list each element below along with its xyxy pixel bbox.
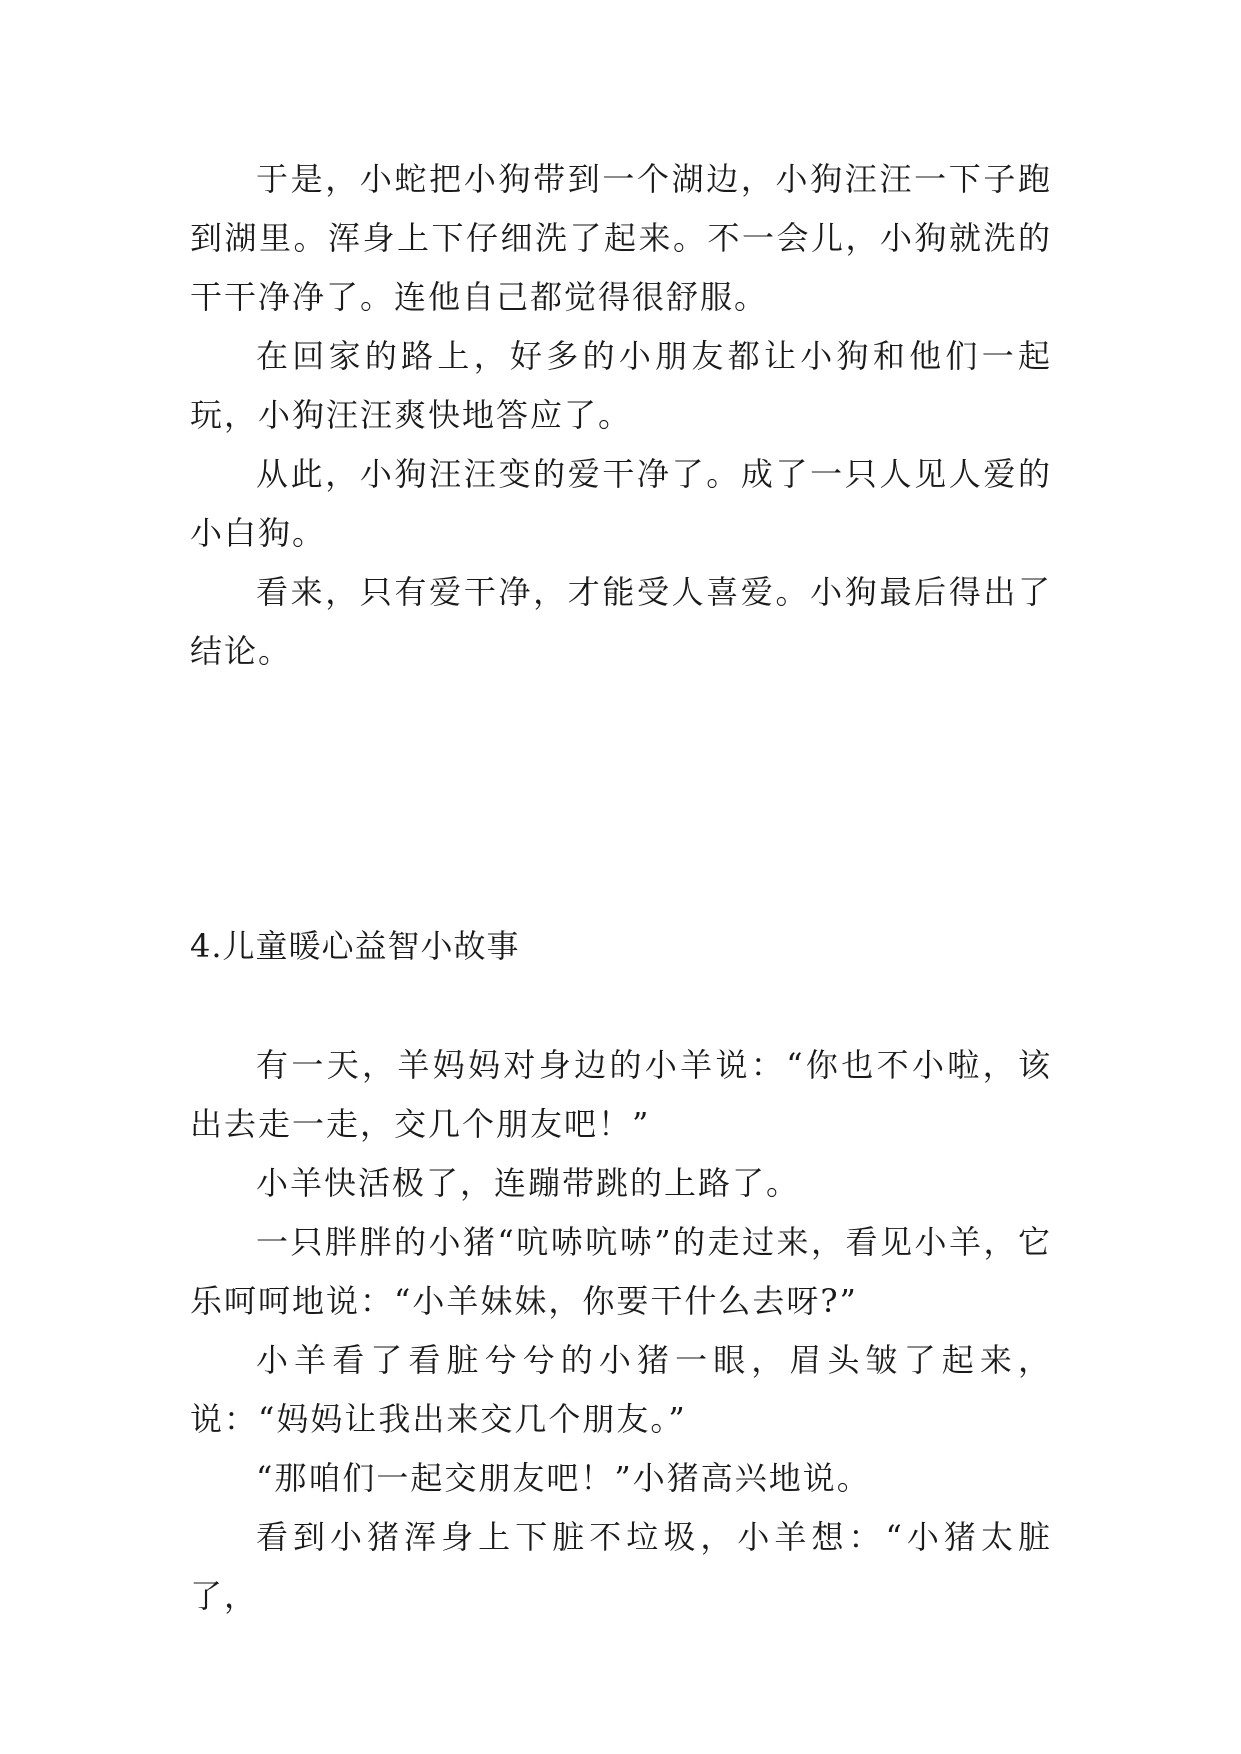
paragraph: 在回家的路上，好多的小朋友都让小狗和他们一起玩，小狗汪汪爽快地答应了。 [190,337,1052,434]
paragraph: 于是，小蛇把小狗带到一个湖边，小狗汪汪一下子跑到湖里。浑身上下仔细洗了起来。不一会儿，小狗就洗的干干净净了。连他自己都觉得很舒服。 [190,160,1052,316]
paragraph: 看到小猪浑身上下脏不垃圾，小羊想：“小猪太脏了， [190,1518,1052,1615]
paragraph: 从此，小狗汪汪变的爱干净了。成了一只人见人爱的小白狗。 [190,455,1052,552]
story-heading: 4.儿童暖心益智小故事 [190,927,520,965]
paragraph: 一只胖胖的小猪“吭哧吭哧”的走过来，看见小羊，它乐呵呵地说：“小羊妹妹，你要干什么去呀?” [190,1223,1052,1320]
paragraph: 小羊看了看脏兮兮的小猪一眼，眉头皱了起来，说：“妈妈让我出来交几个朋友。” [190,1341,1052,1438]
paragraph: 小羊快活极了，连蹦带跳的上路了。 [256,1164,801,1202]
story-section-continued [190,150,1052,681]
story-section [190,1036,1052,1626]
paragraph: “那咱们一起交朋友吧！”小猪高兴地说。 [256,1459,871,1497]
paragraph: 有一天，羊妈妈对身边的小羊说：“你也不小啦，该出去走一走，交几个朋友吧！” [190,1046,1052,1143]
paragraph: 看来，只有爱干净，才能受人喜爱。小狗最后得出了结论。 [190,573,1052,670]
